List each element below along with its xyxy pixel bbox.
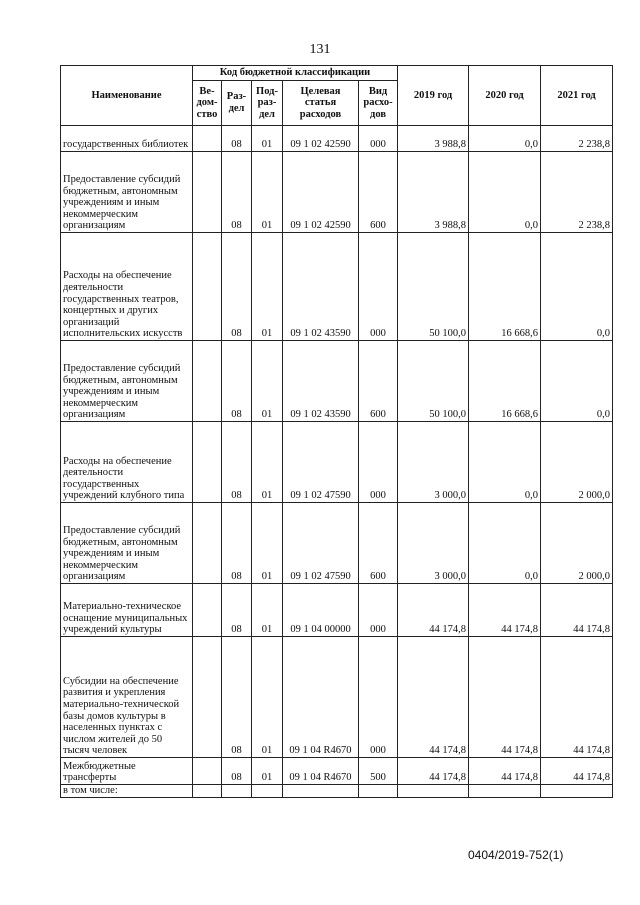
header-vedomstvo: Ве- дом- ство bbox=[193, 81, 222, 126]
table-row bbox=[61, 503, 613, 584]
table-cell-vedomstvo bbox=[193, 785, 222, 798]
table-cell-2019: 3 000,0 bbox=[398, 503, 469, 584]
table-cell-podrazdel bbox=[252, 785, 283, 798]
table-cell-2021: 2 238,8 bbox=[541, 126, 613, 152]
table-cell-target-article: 09 1 04 00000 bbox=[283, 584, 359, 637]
document-code: 0404/2019-752(1) bbox=[468, 848, 564, 862]
table-cell-name: Предоставление субсидий бюджетным, автономным учреждениям и иным некоммерческим организациям bbox=[61, 152, 193, 233]
table-cell-razdel: 08 bbox=[222, 758, 252, 785]
header-2019: 2019 год bbox=[398, 66, 469, 126]
table-cell-2019: 3 988,8 bbox=[398, 152, 469, 233]
table-cell-expense-type: 000 bbox=[359, 126, 398, 152]
table-cell-name: в том числе: bbox=[61, 785, 193, 798]
table-cell-vedomstvo bbox=[193, 341, 222, 422]
table-cell-podrazdel: 01 bbox=[252, 584, 283, 637]
table-cell-2019: 44 174,8 bbox=[398, 637, 469, 758]
table-cell-razdel: 08 bbox=[222, 152, 252, 233]
table-cell-2020: 0,0 bbox=[469, 126, 541, 152]
table-row bbox=[61, 785, 613, 798]
table-cell-podrazdel: 01 bbox=[252, 637, 283, 758]
table-cell-razdel: 08 bbox=[222, 341, 252, 422]
table-cell-vedomstvo bbox=[193, 503, 222, 584]
table-row bbox=[61, 233, 613, 341]
table-cell-podrazdel: 01 bbox=[252, 422, 283, 503]
table-cell-expense-type: 000 bbox=[359, 422, 398, 503]
table-cell-podrazdel: 01 bbox=[252, 341, 283, 422]
table-row bbox=[61, 637, 613, 758]
table-cell-target-article: 09 1 02 43590 bbox=[283, 341, 359, 422]
table-row bbox=[61, 422, 613, 503]
table-cell-2019: 3 000,0 bbox=[398, 422, 469, 503]
table-cell-name: Межбюджетные трансферты bbox=[61, 758, 193, 785]
table-cell-expense-type: 600 bbox=[359, 152, 398, 233]
header-2020: 2020 год bbox=[469, 66, 541, 126]
table-cell-target-article: 09 1 04 R4670 bbox=[283, 758, 359, 785]
table-cell-2021: 0,0 bbox=[541, 233, 613, 341]
table-cell-2021: 2 000,0 bbox=[541, 422, 613, 503]
table-cell-expense-type: 000 bbox=[359, 584, 398, 637]
table-cell-2020: 16 668,6 bbox=[469, 341, 541, 422]
table-cell-name: Расходы на обеспечение деятельности государственных учреждений клубного типа bbox=[61, 422, 193, 503]
table-cell-vedomstvo bbox=[193, 422, 222, 503]
table-cell-target-article: 09 1 04 R4670 bbox=[283, 637, 359, 758]
table-cell-2020: 44 174,8 bbox=[469, 637, 541, 758]
table-cell-vedomstvo bbox=[193, 637, 222, 758]
header-name: Наименование bbox=[61, 66, 193, 126]
table-cell-razdel: 08 bbox=[222, 503, 252, 584]
table-cell-target-article: 09 1 02 47590 bbox=[283, 422, 359, 503]
table-cell-razdel: 08 bbox=[222, 637, 252, 758]
header-2021: 2021 год bbox=[541, 66, 613, 126]
table-cell-razdel: 08 bbox=[222, 233, 252, 341]
table-cell-podrazdel: 01 bbox=[252, 758, 283, 785]
table-cell-name: Материально-техническое оснащение муниципальных учреждений культуры bbox=[61, 584, 193, 637]
budget-table bbox=[60, 65, 613, 798]
table-cell-name: Предоставление субсидий бюджетным, автономным учреждениям и иным некоммерческим организациям bbox=[61, 341, 193, 422]
table-row bbox=[61, 152, 613, 233]
table-cell-podrazdel: 01 bbox=[252, 152, 283, 233]
table-cell-2019: 50 100,0 bbox=[398, 233, 469, 341]
table-row bbox=[61, 126, 613, 152]
table-cell-name: Предоставление субсидий бюджетным, автономным учреждениям и иным некоммерческим организациям bbox=[61, 503, 193, 584]
table-cell-expense-type: 000 bbox=[359, 637, 398, 758]
table-cell-target-article: 09 1 02 47590 bbox=[283, 503, 359, 584]
page-number: 131 bbox=[309, 42, 331, 57]
table-cell-2020: 44 174,8 bbox=[469, 758, 541, 785]
table-cell-2021: 44 174,8 bbox=[541, 637, 613, 758]
header-classification-code: Код бюджетной классификации bbox=[193, 66, 398, 81]
table-cell-2021: 0,0 bbox=[541, 341, 613, 422]
table-cell-target-article: 09 1 02 43590 bbox=[283, 233, 359, 341]
table-cell-2020: 0,0 bbox=[469, 422, 541, 503]
table-cell-podrazdel: 01 bbox=[252, 233, 283, 341]
table-cell-2020: 0,0 bbox=[469, 503, 541, 584]
table-cell-vedomstvo bbox=[193, 758, 222, 785]
table-cell-2021: 2 000,0 bbox=[541, 503, 613, 584]
table-cell-2019: 3 988,8 bbox=[398, 126, 469, 152]
table-cell-2021: 44 174,8 bbox=[541, 584, 613, 637]
table-cell-expense-type: 600 bbox=[359, 503, 398, 584]
table-cell-expense-type bbox=[359, 785, 398, 798]
table-cell-vedomstvo bbox=[193, 584, 222, 637]
header-celevaya-statya: Целевая статья расходов bbox=[283, 81, 359, 126]
table-cell-2019: 44 174,8 bbox=[398, 584, 469, 637]
table-cell-2021: 44 174,8 bbox=[541, 758, 613, 785]
table-cell-2019: 44 174,8 bbox=[398, 758, 469, 785]
table-cell-2020: 16 668,6 bbox=[469, 233, 541, 341]
table-cell-expense-type: 500 bbox=[359, 758, 398, 785]
table-cell-target-article: 09 1 02 42590 bbox=[283, 126, 359, 152]
header-razdel: Раз- дел bbox=[222, 81, 252, 126]
table-cell-2021: 2 238,8 bbox=[541, 152, 613, 233]
table-cell-podrazdel: 01 bbox=[252, 503, 283, 584]
table-cell-expense-type: 000 bbox=[359, 233, 398, 341]
table-cell-vedomstvo bbox=[193, 126, 222, 152]
table-cell-2020: 0,0 bbox=[469, 152, 541, 233]
table-cell-name: Расходы на обеспечение деятельности государственных театров, концертных и других организаций исполнительских искусств bbox=[61, 233, 193, 341]
table-cell-name: Субсидии на обеспечение развития и укрепления материально-технической базы домов культуры в населенных пунктах с числом жителей до 50 тысяч человек bbox=[61, 637, 193, 758]
table-row bbox=[61, 341, 613, 422]
table-cell-vedomstvo bbox=[193, 233, 222, 341]
table-cell-target-article bbox=[283, 785, 359, 798]
table-cell-vedomstvo bbox=[193, 152, 222, 233]
table-cell-razdel: 08 bbox=[222, 126, 252, 152]
header-vid-rashodov: Вид расхо- дов bbox=[359, 81, 398, 126]
table-cell-name: государственных библиотек bbox=[61, 126, 193, 152]
table-cell-2021 bbox=[541, 785, 613, 798]
header-podrazdel: Под- раз- дел bbox=[252, 81, 283, 126]
table-cell-2020 bbox=[469, 785, 541, 798]
table-cell-2020: 44 174,8 bbox=[469, 584, 541, 637]
table-cell-razdel: 08 bbox=[222, 584, 252, 637]
table-row bbox=[61, 758, 613, 785]
table-cell-razdel bbox=[222, 785, 252, 798]
table-cell-target-article: 09 1 02 42590 bbox=[283, 152, 359, 233]
table-cell-2019: 50 100,0 bbox=[398, 341, 469, 422]
table-cell-expense-type: 600 bbox=[359, 341, 398, 422]
table-cell-razdel: 08 bbox=[222, 422, 252, 503]
table-row bbox=[61, 584, 613, 637]
table-cell-2019 bbox=[398, 785, 469, 798]
table-cell-podrazdel: 01 bbox=[252, 126, 283, 152]
